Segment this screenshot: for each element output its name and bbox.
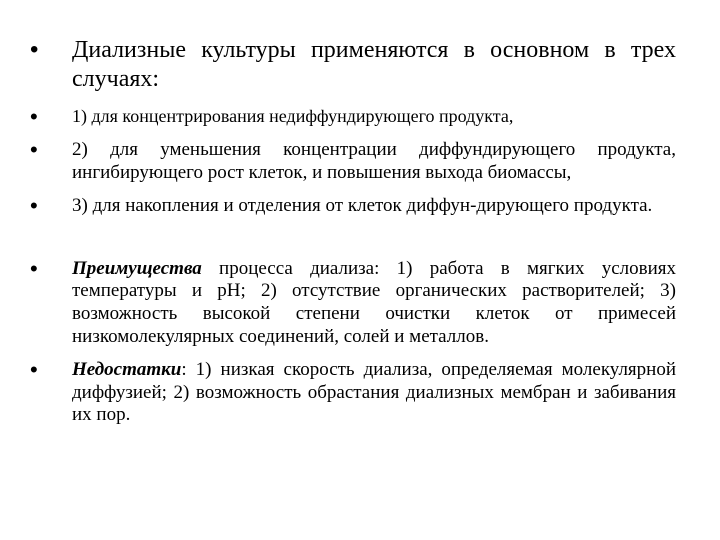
bullet-icon: • xyxy=(30,192,38,218)
bullet-icon: • xyxy=(30,356,38,382)
list-item-case-2 xyxy=(30,139,676,185)
case-3-text: 3) для накопления и отделения от клеток диффун-дирующего продукта. xyxy=(72,194,653,216)
list-item-advantages xyxy=(30,255,676,349)
advantages-term: Преимущества xyxy=(72,257,202,279)
disadvantages-term: Недостатки xyxy=(72,358,182,380)
case-2-text: 2) для уменьшения концентрации диффундирующего продукта, ингибирующего рост клеток, и повышения выхода биомассы, xyxy=(72,139,676,183)
list-item-case-1 xyxy=(30,103,676,129)
advantages-text: процесса диализа: 1) работа в мягких условиях температуры и рН; 2) отсутствие органических растворителей; 3) возможность высокой степени очистки клеток от примесей низкомолекулярных соединений, солей и металлов. xyxy=(72,257,676,347)
list-item-intro xyxy=(30,36,676,94)
bullet-icon: • xyxy=(30,36,39,63)
bullet-icon: • xyxy=(30,137,38,163)
intro-text: Диализные культуры применяются в основном в трех случаях: xyxy=(72,37,676,92)
list-item-disadvantages xyxy=(30,356,676,427)
bullet-icon: • xyxy=(30,103,38,129)
list-item-case-3 xyxy=(30,192,676,218)
bullet-icon: • xyxy=(30,255,38,281)
disadvantages-text: : 1) низкая скорость диализа, определяемая молекулярной диффузией; 2) возможность обрастания диализных мембран и забивания их пор. xyxy=(72,358,676,426)
bullet-list xyxy=(30,36,676,437)
case-1-text: 1) для концентрирования недиффундирующего продукта, xyxy=(72,105,514,126)
